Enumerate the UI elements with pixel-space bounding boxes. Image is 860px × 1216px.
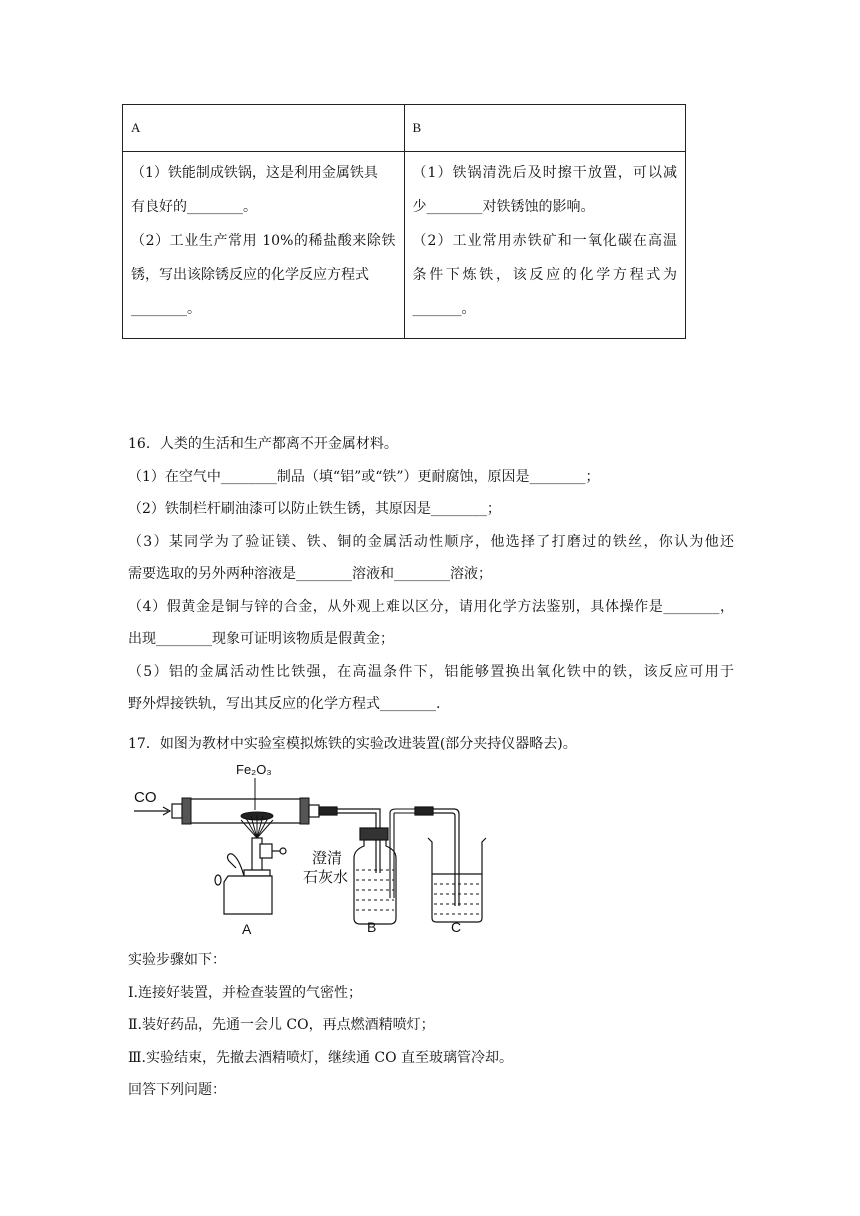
table-cell-b <box>404 152 686 339</box>
cell-b-line: （1）铁锅清洗后及时擦干放置，可以减 <box>412 165 677 181</box>
glass-tube <box>172 798 319 824</box>
cell-a-line: 锈，写出该除锈反应的化学反应方程式 <box>131 267 369 283</box>
answer-prompt: 回答下列问题： <box>128 1082 226 1098</box>
steps-title: 实验步骤如下： <box>128 952 226 968</box>
label-c: C <box>451 919 462 935</box>
alcohol-burner <box>215 838 286 914</box>
cell-a-line: （1）铁能制成铁锅，这是利用金属铁具 <box>131 165 378 181</box>
q16-part-4-line-1: （4）假黄金是铜与锌的合金，从外观上难以区分，请用化学方法鉴别，具体操作是________， <box>128 598 734 615</box>
cell-b-line: 条件下炼铁，该反应的化学方程式为 <box>412 267 677 283</box>
q16-part-5-line-1: （5）铝的金属活动性比铁强，在高温条件下，铝能够置换出氧化铁中的铁，该反应可用于 <box>128 663 734 680</box>
table-header-b: B <box>404 105 686 152</box>
step-item: Ⅰ.连接好装置，并检查装置的气密性； <box>128 984 362 1001</box>
q16-part-1: （1）在空气中________制品（填“铝”或“铁”）更耐腐蚀，原因是________； <box>128 468 600 485</box>
table-header-a: A <box>123 105 405 152</box>
flame <box>241 812 273 838</box>
label-a: A <box>242 921 252 937</box>
cell-a-line: ________。 <box>131 301 201 317</box>
cell-a-line: （2）工业生产常用 10%的稀盐酸来除铁 <box>131 233 396 249</box>
question-17 <box>128 728 734 760</box>
q16-part-4-line-2: 出现________现象可证明该物质是假黄金； <box>128 631 394 647</box>
step-item: Ⅲ.实验结束，先撤去酒精喷灯，继续通 CO 直至玻璃管冷却。 <box>128 1049 514 1066</box>
experiment-steps <box>128 944 734 1107</box>
cell-a-line: 有良好的________。 <box>131 199 257 215</box>
q16-part-5-line-2: 野外焊接铁轨，写出其反应的化学方程式________. <box>128 696 441 712</box>
q16-title: 16．人类的生活和生产都离不开金属材料。 <box>128 436 398 452</box>
beaker <box>428 838 486 922</box>
wash-bottle <box>354 809 432 924</box>
q16-part-3-line-1: （3）某同学为了验证镁、铁、铜的金属活动性顺序，他选择了打磨过的铁丝，你认为他还 <box>128 533 734 550</box>
apparatus-diagram <box>132 758 492 940</box>
q17-intro: 17．如图为教材中实验室模拟炼铁的实验改进装置(部分夹持仪器略去)。 <box>128 736 577 752</box>
q16-part-2: （2）铁制栏杆刷油漆可以防止铁生锈，其原因是________； <box>128 501 501 517</box>
connector-tube-bc <box>415 807 459 906</box>
ab-table <box>122 104 686 339</box>
step-item: Ⅱ.装好药品，先通一会儿 CO，再点燃酒精喷灯； <box>128 1017 435 1033</box>
question-16 <box>128 428 734 721</box>
cell-b-line: （2）工业常用赤铁矿和一氧化碳在高温 <box>412 233 677 249</box>
cell-b-line: _______。 <box>412 301 476 317</box>
table-cell-a <box>123 152 405 339</box>
q16-part-3-line-2: 需要选取的另外两种溶液是________溶液和________溶液； <box>128 566 492 582</box>
fe2o3-label: Fe₂O₃ <box>236 762 272 777</box>
cell-b-line: 少________对铁锈蚀的影响。 <box>412 199 595 215</box>
label-b: B <box>367 919 377 935</box>
limewater-label-line-2: 石灰水 <box>303 869 349 886</box>
co-label: CO <box>134 789 157 806</box>
limewater-label-line-1: 澄清 <box>312 850 343 867</box>
